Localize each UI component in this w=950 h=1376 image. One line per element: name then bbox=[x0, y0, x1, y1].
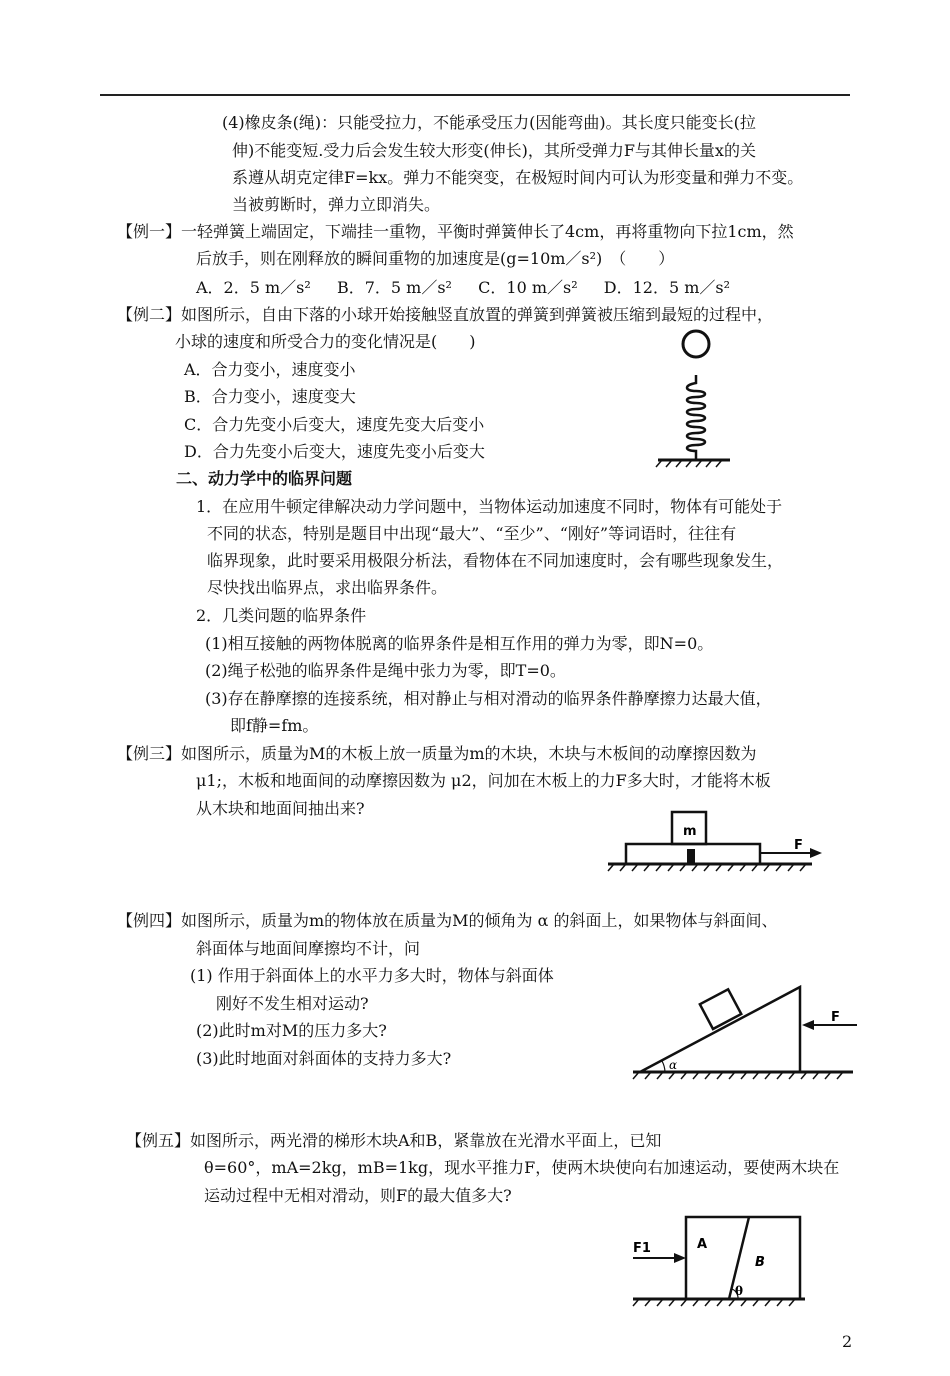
option-d: D．合力先变小后变大，速度先变小后变大 bbox=[184, 442, 485, 461]
text-line: 从木块和地面间抽出来? bbox=[196, 799, 365, 818]
text-line: 系遵从胡克定律F=kx。弹力不能突变，在极短时间内可认为形变量和弹力不变。 bbox=[232, 168, 804, 187]
force-label: F1 bbox=[633, 1241, 651, 1256]
section-title: 二、动力学中的临界问题 bbox=[176, 469, 353, 488]
text-line: (2)绳子松弛的临界条件是绳中张力为零，即T=0。 bbox=[205, 661, 566, 680]
example-2-question: 【例二】如图所示，自由下落的小球开始接触竖直放置的弹簧到弹簧被压缩到最短的过程中， bbox=[117, 305, 774, 324]
text-line: (2)此时m对M的压力多大? bbox=[196, 1021, 387, 1040]
text-line: 小球的速度和所受合力的变化情况是( ) bbox=[175, 332, 476, 351]
example-1-options: A．2．5 m／s² B．7．5 m／s² C．10 m／s² D．12．5 m／s² bbox=[196, 278, 731, 297]
option-c: C．合力先变小后变大，速度先变大后变小 bbox=[184, 415, 485, 434]
board-block-figure bbox=[600, 805, 830, 875]
block-label: m bbox=[683, 824, 697, 839]
text-line: (3)此时地面对斜面体的支持力多大? bbox=[196, 1049, 452, 1068]
force-label: F bbox=[794, 838, 803, 853]
text-line: (3)存在静摩擦的连接系统，相对静止与相对滑动的临界条件静摩擦力达最大值， bbox=[205, 689, 772, 708]
text-line: (1) 作用于斜面体上的水平力多大时，物体与斜面体 bbox=[190, 966, 554, 985]
option-b: B．合力变小，速度变大 bbox=[184, 387, 356, 406]
text-line: 刚好不发生相对运动? bbox=[216, 994, 369, 1013]
text-line: μ1;，木板和地面间的动摩擦因数为 μ2，问加在木板上的力F多大时，才能将木板 bbox=[196, 771, 771, 790]
text-line: 1．在应用牛顿定律解决动力学问题中，当物体运动加速度不同时，物体有可能处于 bbox=[196, 497, 783, 516]
spring-ball-figure bbox=[650, 325, 740, 470]
header-rule bbox=[100, 94, 850, 96]
example-3-question: 【例三】如图所示，质量为M的木板上放一质量为m的木块，木块与木板间的动摩擦因数为 bbox=[117, 744, 757, 763]
text-line: (1)相互接触的两物体脱离的临界条件是相互作用的弹力为零，即N=0。 bbox=[205, 634, 714, 653]
angle-label: α bbox=[669, 1058, 678, 1072]
text-line: 后放手，则在刚释放的瞬间重物的加速度是(g=10m／s²) （ ） bbox=[196, 249, 675, 268]
block-a-label: A bbox=[697, 1237, 708, 1252]
page-number: 2 bbox=[842, 1332, 853, 1351]
text-line: 2．几类问题的临界条件 bbox=[196, 606, 367, 625]
angle-label: θ bbox=[735, 1284, 744, 1298]
example-1-question: 【例一】一轻弹簧上端固定，下端挂一重物，平衡时弹簧伸长了4cm，再将重物向下拉1cm，然 bbox=[117, 222, 794, 241]
example-4-question: 【例四】如图所示，质量为m的物体放在质量为M的倾角为 α 的斜面上，如果物体与斜面间、 bbox=[117, 911, 778, 930]
text-line: 斜面体与地面间摩擦均不计，问 bbox=[196, 939, 421, 958]
option-a: A．合力变小，速度变小 bbox=[184, 360, 356, 379]
text-line: (4)橡皮条(绳)：只能受拉力，不能承受压力(因能弯曲)。其长度只能变长(拉 bbox=[222, 113, 756, 132]
text-line: θ=60°，mA=2kg，mB=1kg，现水平推力F，使两木块使向右加速运动，要使两木块在 bbox=[204, 1158, 840, 1177]
trapezoid-blocks-figure bbox=[625, 1212, 810, 1317]
text-line: 临界现象，此时要采用极限分析法，看物体在不同加速度时，会有哪些现象发生， bbox=[207, 551, 784, 570]
text-line: 不同的状态，特别是题目中出现“最大”、“至少”、“刚好”等词语时，往往有 bbox=[207, 524, 737, 543]
text-line: 运动过程中无相对滑动，则F的最大值多大? bbox=[204, 1186, 512, 1205]
block-b-label: B bbox=[755, 1255, 765, 1270]
text-line: 尽快找出临界点，求出临界条件。 bbox=[207, 578, 448, 597]
force-label: F bbox=[831, 1010, 840, 1025]
text-line: 即f静=fm。 bbox=[230, 716, 319, 735]
text-line: 伸)不能变短.受力后会发生较大形变(伸长)，其所受弹力F与其伸长量x的关 bbox=[232, 141, 756, 160]
incline-figure bbox=[625, 975, 860, 1090]
text-line: 当被剪断时，弹力立即消失。 bbox=[232, 195, 441, 214]
example-5-question: 【例五】如图所示，两光滑的梯形木块A和B，紧靠放在光滑水平面上，已知 bbox=[126, 1131, 662, 1150]
